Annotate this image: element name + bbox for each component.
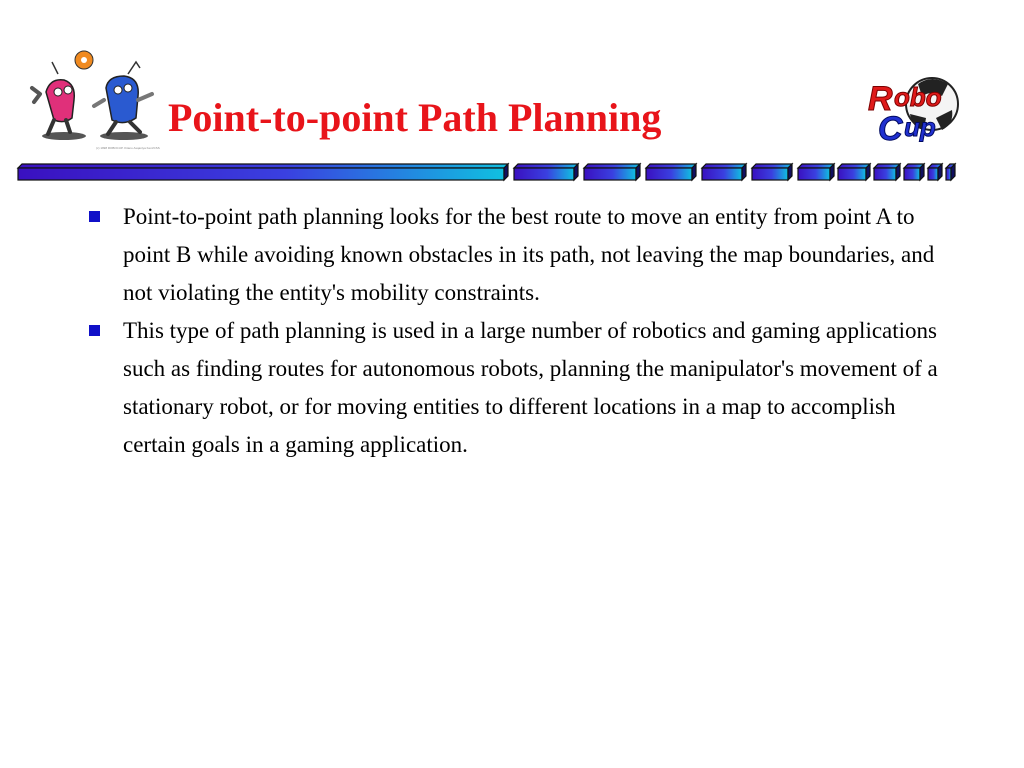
divider-segment [514, 168, 574, 180]
divider-segment [18, 168, 504, 180]
logo-letters-obo: obo [894, 82, 942, 112]
square-bullet-icon [89, 211, 100, 222]
bullet-item [88, 198, 948, 312]
divider-segment [584, 168, 636, 180]
divider-segment [646, 168, 692, 180]
square-bullet-icon [89, 325, 100, 336]
divider-segment-top [584, 164, 640, 168]
divider-segment [838, 168, 866, 180]
divider-segment-top [646, 164, 696, 168]
robot-mascots-icon [28, 44, 168, 156]
divider-segment [904, 168, 920, 180]
title-divider [16, 162, 960, 186]
divider-segment-top [18, 164, 508, 168]
robocup-logo-icon [866, 70, 962, 150]
bullet-list [88, 198, 948, 464]
divider-segment [752, 168, 788, 180]
bullet-item [88, 312, 948, 464]
mascot-caption: (c) 1998 ROBOCUP. Kitano Asqaniya Kent/CSS [96, 146, 160, 150]
divider-segment [946, 168, 951, 180]
divider-segment [928, 168, 938, 180]
divider-segment-top [514, 164, 578, 168]
divider-segment-top [798, 164, 834, 168]
divider-segment [702, 168, 742, 180]
divider-segment [874, 168, 896, 180]
divider-segment-top [702, 164, 746, 168]
bullet-text: Point-to-point path planning looks for the best route to move an entity from point A to point B while avoiding known obstacles in its path, not leaving the map boundaries, and not violating the entity's mobility constraints. [123, 204, 935, 305]
divider-segment-top [838, 164, 870, 168]
logo-letter-r: R [868, 80, 893, 118]
slide-title: Point-to-point Path Planning [168, 95, 662, 140]
divider-segment-top [752, 164, 792, 168]
logo-letter-c: C [878, 110, 903, 148]
divider-segment [798, 168, 830, 180]
logo-letters-up: up [904, 112, 936, 142]
bullet-text: This type of path planning is used in a large number of robotics and gaming applications such as finding routes for autonomous robots, planning the manipulator's movement of a stationary robot, or for moving entities to different locations in a map to accomplish certain goals in a gaming application. [123, 318, 938, 457]
